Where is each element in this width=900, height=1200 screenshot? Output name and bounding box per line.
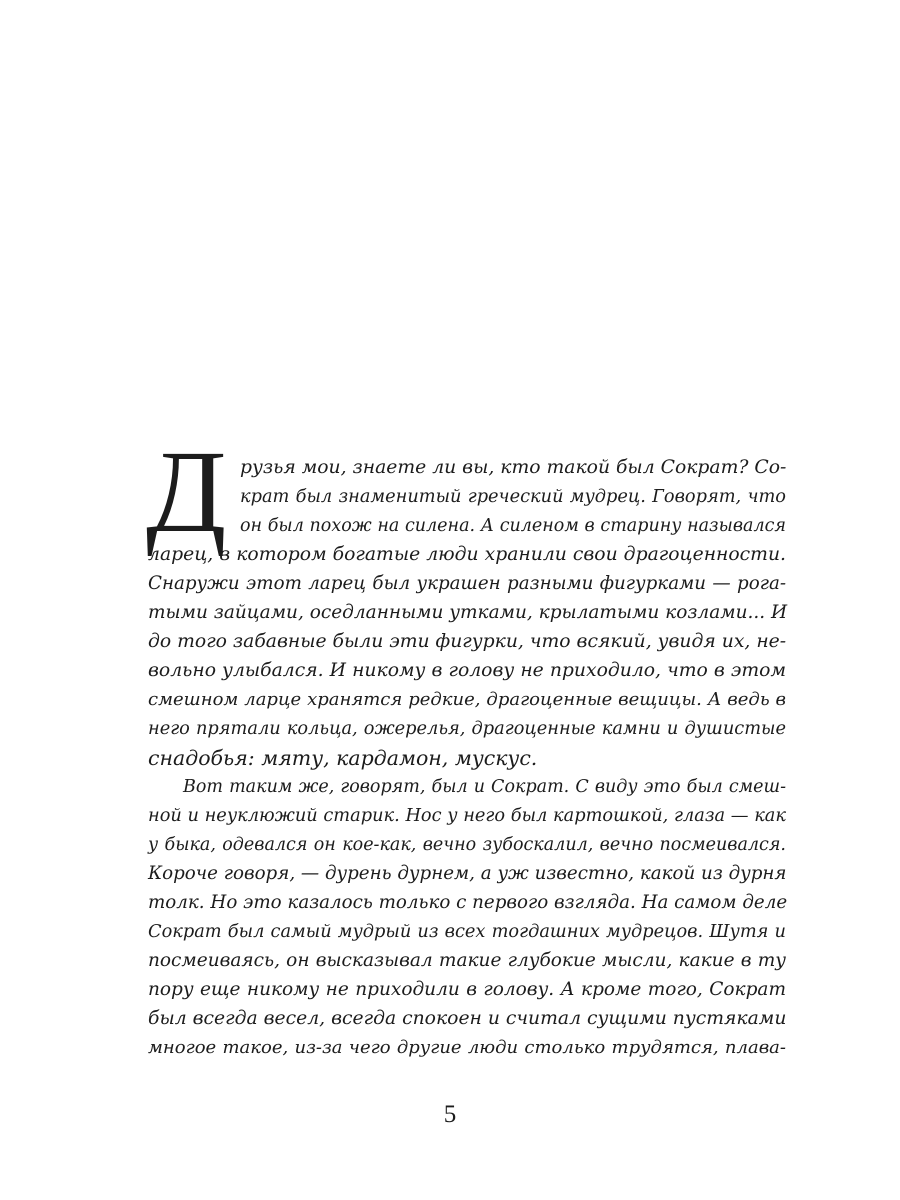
drop-cap-letter: Д: [146, 426, 227, 557]
text-line-14: у быка, одевался он кое-как, вечно зубоскалил, вечно посмеивался.: [148, 835, 786, 855]
text-line-19: пору еще никому не приходили в голову. А кроме того, Сократ: [148, 979, 786, 1000]
text-line-12: Вот таким же, говорят, был и Сократ. С виду это был смеш-: [183, 777, 786, 797]
text-line-11: снадобья: мяту, кардамон, мускус.: [148, 746, 538, 770]
text-line-7: до того забавные были эти фигурки, что всякий, увидя их, не-: [148, 631, 787, 652]
text-line-15: Короче говоря, — дурень дурнем, а уж известно, какой из дурня: [148, 863, 787, 884]
text-line-16: толк. Но это казалось только с первого взгляда. На самом деле: [148, 892, 788, 913]
text-line-6: тыми зайцами, оседланными утками, крылатыми козлами... И: [148, 602, 788, 623]
text-line-3: он был похож на силена. А силеном в старину назывался: [240, 516, 786, 536]
text-line-20: был всегда весел, всегда спокоен и считал сущими пустяками: [148, 1008, 787, 1029]
text-line-4: ларец, в котором богатые люди хранили свои драгоценности.: [148, 544, 786, 565]
text-line-8: вольно улыбался. И никому в голову не приходило, что в этом: [148, 660, 786, 681]
text-line-17: Сократ был самый мудрый из всех тогдашних мудрецов. Шутя и: [148, 922, 786, 942]
text-line-9: смешном ларце хранятся редкие, драгоценные вещицы. А ведь в: [148, 689, 786, 710]
text-line-5: Снаружи этот ларец был украшен разными фигурками — рога-: [148, 573, 786, 594]
text-line-13: ной и неуклюжий старик. Нос у него был картошкой, глаза — как: [148, 806, 786, 826]
page-number: 5: [443, 1101, 457, 1128]
text-line-21: многое такое, из-за чего другие люди столько трудятся, плава-: [148, 1037, 786, 1058]
text-line-18: посмеиваясь, он высказывал такие глубокие мысли, какие в ту: [148, 950, 786, 971]
text-line-10: него прятали кольца, ожерелья, драгоценные камни и душистые: [148, 719, 786, 739]
text-line-1: рузья мои, знаете ли вы, кто такой был Сократ? Со-: [240, 457, 787, 478]
text-line-2: крат был знаменитый греческий мудрец. Говорят, что: [240, 487, 786, 507]
